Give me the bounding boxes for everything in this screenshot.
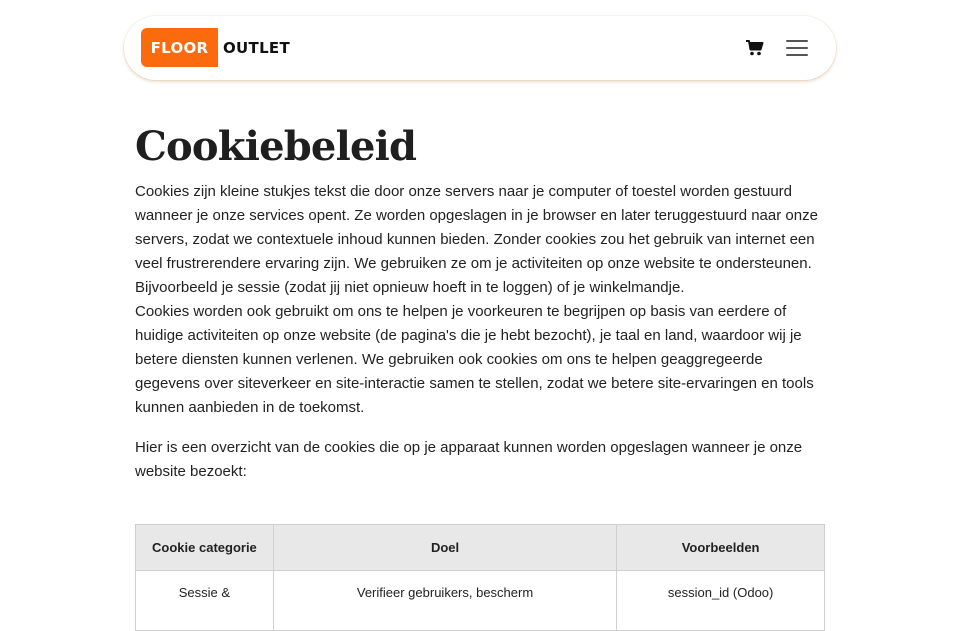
intro-paragraph-2: Cookies worden ook gebruikt om ons te helpen je voorkeuren te begrijpen op basis van eerdere of huidige activiteiten op onze website (de pagina's die je hebt bezocht), je taal en land, waardoor wij je betere diensten kunnen verlenen. We gebruiken ook cookies om ons te helpen geaggregeerde gegevens over siteverkeer en site-interactie samen te stellen, zodat we betere site-ervaringen en tools kunnen aanbieden in de toekomst. <box>135 303 814 416</box>
page-title: Cookiebeleid <box>135 123 417 170</box>
overview-paragraph: Hier is een overzicht van de cookies die op je apparaat kunnen worden opgeslagen wanneer je onze website bezoekt: <box>135 439 803 480</box>
site-header <box>124 16 836 80</box>
column-header-category: Cookie categorie <box>136 525 274 571</box>
column-header-purpose: Doel <box>273 525 616 571</box>
table-cell-category: Sessie & <box>136 571 274 631</box>
main-content <box>135 118 825 484</box>
table-header-row <box>136 525 825 571</box>
table-row <box>136 571 825 631</box>
table-cell-purpose: Verifieer gebruikers, bescherm <box>273 571 616 631</box>
floor-outlet-logo[interactable] <box>141 28 290 67</box>
cookie-table <box>135 524 825 631</box>
logo-outlet-text: OUTLET <box>223 38 291 57</box>
logo-floor-box: FLOOR <box>141 28 218 67</box>
hamburger-menu-icon[interactable] <box>786 38 810 58</box>
intro-paragraph-1: Cookies zijn kleine stukjes tekst die door onze servers naar je computer of toestel worden gestuurd wanneer je onze services opent. Ze worden opgeslagen in je browser en later teruggestuurd naar onze servers, zodat we contextuele inhoud kunnen bieden. Zonder cookies zou het gebruik van internet een veel frustrerendere ervaring zijn. We gebruiken ze om je activiteiten op onze website te ondersteunen. Bijvoorbeeld je sessie (zodat jij niet opnieuw hoeft in te loggen) of je winkelmandje. <box>135 183 818 296</box>
table-cell-examples: session_id (Odoo) <box>617 571 825 631</box>
cart-icon[interactable] <box>746 40 764 56</box>
column-header-examples: Voorbeelden <box>617 525 825 571</box>
